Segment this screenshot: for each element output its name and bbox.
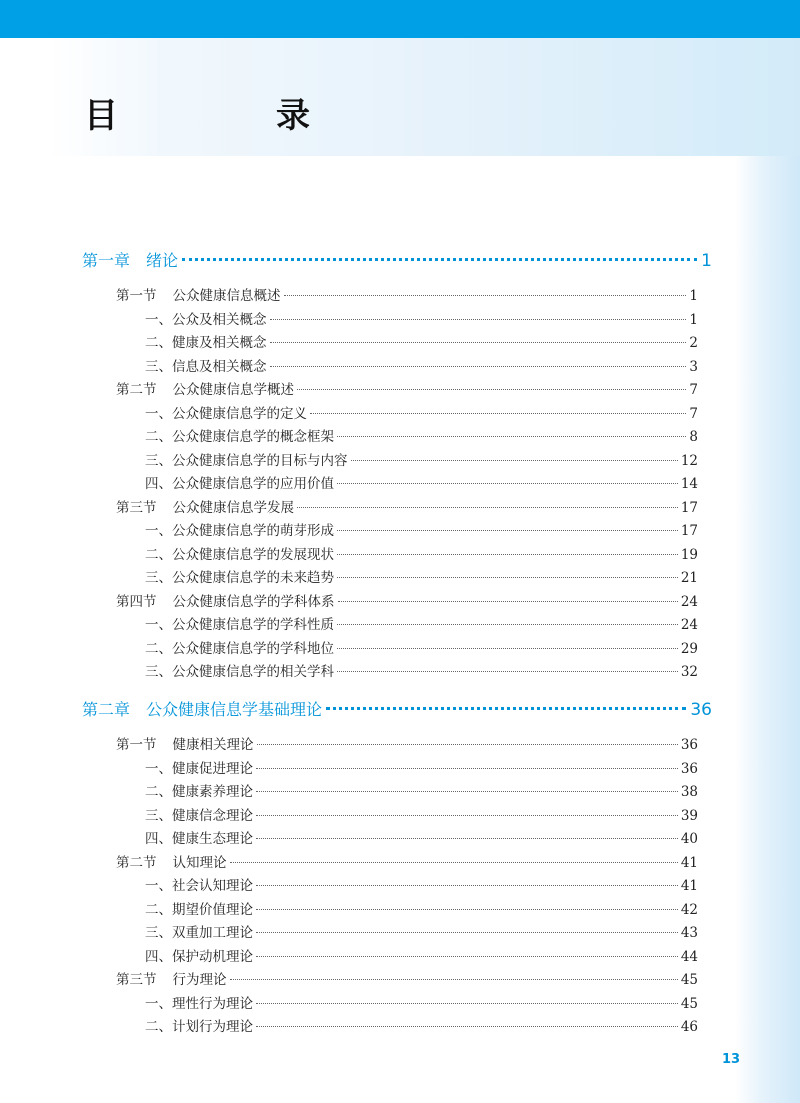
subsection-title: 一、公众健康信息学的定义 — [145, 405, 307, 422]
dot-leader — [182, 257, 697, 261]
subsection-title: 一、健康促进理论 — [145, 760, 253, 777]
subsection-page: 24 — [680, 617, 698, 633]
subsection-entry[interactable] — [145, 898, 698, 918]
section-label: 第一节 — [116, 737, 157, 753]
subsection-page: 46 — [680, 1019, 698, 1035]
chapter-page: 1 — [701, 251, 712, 271]
subsection-page: 41 — [680, 878, 698, 894]
subsection-entry[interactable] — [145, 660, 698, 680]
subsection-page: 32 — [680, 664, 698, 680]
subsection-title: 四、保护动机理论 — [145, 948, 253, 965]
section-title: 公众健康信息学的学科体系 — [172, 593, 335, 610]
section-page: 17 — [680, 499, 698, 516]
subsection-entry[interactable] — [145, 613, 698, 633]
subsection-entry[interactable] — [145, 355, 698, 375]
subsection-page: 7 — [689, 405, 698, 422]
section-page: 7 — [689, 382, 698, 398]
subsection-entry[interactable] — [145, 804, 698, 824]
subsection-page: 19 — [680, 546, 698, 563]
subsection-title: 四、健康生态理论 — [145, 831, 253, 847]
subsection-entry[interactable] — [145, 402, 698, 422]
subsection-entry[interactable] — [145, 780, 698, 800]
subsection-title: 二、期望价值理论 — [145, 901, 253, 918]
subsection-entry[interactable] — [145, 921, 698, 941]
dot-leader — [337, 576, 678, 578]
chapter-label: 第二章 — [82, 700, 131, 719]
subsection-title: 一、公众健康信息学的学科性质 — [145, 617, 334, 633]
subsection-entry[interactable] — [145, 637, 698, 657]
subsection-entry[interactable] — [145, 449, 698, 469]
section-label: 第三节 — [116, 499, 157, 516]
subsection-entry[interactable] — [145, 945, 698, 965]
section-page: 24 — [680, 593, 698, 610]
subsection-entry[interactable] — [145, 566, 698, 586]
dot-leader — [256, 931, 678, 933]
page-title: 目 录 — [84, 96, 372, 136]
subsection-page: 14 — [680, 476, 698, 492]
dot-leader — [297, 506, 678, 508]
dot-leader — [257, 743, 678, 745]
dot-leader — [256, 837, 678, 839]
dot-leader — [256, 1002, 678, 1004]
section-label: 第一节 — [116, 288, 157, 304]
section-page: 36 — [680, 737, 698, 753]
subsection-entry[interactable] — [145, 472, 698, 492]
subsection-page: 1 — [689, 311, 698, 328]
section-entry[interactable] — [116, 733, 698, 753]
section-title: 公众健康信息学概述 — [172, 382, 294, 398]
dot-leader — [256, 790, 678, 792]
subsection-title: 三、信息及相关概念 — [145, 358, 267, 375]
subsection-entry[interactable] — [145, 425, 698, 445]
section-label: 第二节 — [116, 382, 157, 398]
dot-leader — [256, 955, 678, 957]
section-title: 公众健康信息概述 — [172, 288, 281, 304]
dot-leader — [337, 553, 678, 555]
subsection-page: 2 — [689, 335, 698, 351]
subsection-page: 43 — [680, 925, 698, 941]
subsection-title: 二、公众健康信息学的学科地位 — [145, 640, 334, 657]
chapter-page: 36 — [690, 700, 712, 720]
subsection-entry[interactable] — [145, 874, 698, 894]
section-title: 健康相关理论 — [172, 737, 254, 753]
page-number: 13 — [722, 1052, 741, 1067]
section-label: 第四节 — [116, 593, 157, 610]
subsection-page: 29 — [680, 640, 698, 657]
subsection-page: 44 — [680, 948, 698, 965]
section-title: 行为理论 — [172, 972, 227, 988]
subsection-page: 40 — [680, 831, 698, 847]
chapter-title: 公众健康信息学基础理论 — [146, 700, 323, 719]
section-page: 45 — [680, 972, 698, 988]
subsection-entry[interactable] — [145, 827, 698, 847]
section-entry[interactable] — [116, 378, 698, 398]
dot-leader — [284, 294, 687, 296]
dot-leader — [230, 978, 678, 980]
subsection-entry[interactable] — [145, 1015, 698, 1035]
subsection-title: 一、公众及相关概念 — [145, 311, 267, 328]
section-title: 公众健康信息学发展 — [172, 499, 294, 516]
subsection-entry[interactable] — [145, 757, 698, 777]
subsection-page: 42 — [680, 901, 698, 918]
section-entry[interactable] — [116, 968, 698, 988]
subsection-title: 三、公众健康信息学的目标与内容 — [145, 452, 348, 469]
dot-leader — [297, 388, 686, 390]
subsection-entry[interactable] — [145, 992, 698, 1012]
section-entry[interactable] — [116, 284, 698, 304]
subsection-page: 17 — [680, 523, 698, 539]
subsection-title: 一、公众健康信息学的萌芽形成 — [145, 523, 334, 539]
subsection-title: 一、理性行为理论 — [145, 995, 253, 1012]
subsection-page: 45 — [680, 995, 698, 1012]
subsection-title: 二、健康及相关概念 — [145, 335, 267, 351]
subsection-title: 一、社会认知理论 — [145, 878, 253, 894]
dot-leader — [256, 767, 678, 769]
subsection-page: 3 — [689, 358, 698, 375]
dot-leader — [256, 1025, 678, 1027]
subsection-title: 二、公众健康信息学的概念框架 — [145, 429, 334, 445]
dot-leader — [256, 884, 678, 886]
chapter-title: 绪论 — [146, 251, 179, 270]
dot-leader — [337, 529, 678, 531]
dot-leader — [256, 908, 678, 910]
chapter-entry[interactable] — [82, 697, 712, 720]
section-entry[interactable] — [116, 496, 698, 516]
dot-leader — [337, 647, 678, 649]
section-title: 认知理论 — [172, 854, 227, 871]
dot-leader — [337, 435, 686, 437]
dot-leader — [338, 600, 678, 602]
dot-leader — [256, 814, 678, 816]
section-entry[interactable] — [116, 590, 698, 610]
subsection-page: 21 — [680, 570, 698, 586]
subsection-title: 三、健康信念理论 — [145, 807, 253, 824]
subsection-entry[interactable] — [145, 308, 698, 328]
dot-leader — [230, 861, 678, 863]
section-label: 第三节 — [116, 972, 157, 988]
subsection-page: 12 — [680, 452, 698, 469]
dot-leader — [310, 412, 686, 414]
subsection-title: 四、公众健康信息学的应用价值 — [145, 476, 334, 492]
dot-leader — [270, 365, 687, 367]
subsection-title: 二、公众健康信息学的发展现状 — [145, 546, 334, 563]
subsection-page: 36 — [680, 760, 698, 777]
dot-leader — [351, 459, 678, 461]
dot-leader — [326, 706, 686, 710]
dot-leader — [337, 670, 678, 672]
subsection-page: 38 — [680, 784, 698, 800]
subsection-title: 二、健康素养理论 — [145, 784, 253, 800]
subsection-page: 39 — [680, 807, 698, 824]
section-label: 第二节 — [116, 854, 157, 871]
subsection-entry[interactable] — [145, 519, 698, 539]
subsection-entry[interactable] — [145, 331, 698, 351]
subsection-title: 三、双重加工理论 — [145, 925, 253, 941]
section-page: 41 — [680, 854, 698, 871]
chapter-entry[interactable] — [82, 248, 712, 271]
subsection-entry[interactable] — [145, 543, 698, 563]
dot-leader — [337, 482, 678, 484]
subsection-title: 三、公众健康信息学的相关学科 — [145, 664, 334, 680]
subsection-title: 二、计划行为理论 — [145, 1019, 253, 1035]
dot-leader — [270, 318, 687, 320]
chapter-label: 第一章 — [82, 251, 131, 270]
section-entry[interactable] — [116, 851, 698, 871]
section-page: 1 — [689, 288, 698, 304]
dot-leader — [337, 623, 678, 625]
dot-leader — [270, 341, 687, 343]
subsection-title: 三、公众健康信息学的未来趋势 — [145, 570, 334, 586]
subsection-page: 8 — [689, 429, 698, 445]
